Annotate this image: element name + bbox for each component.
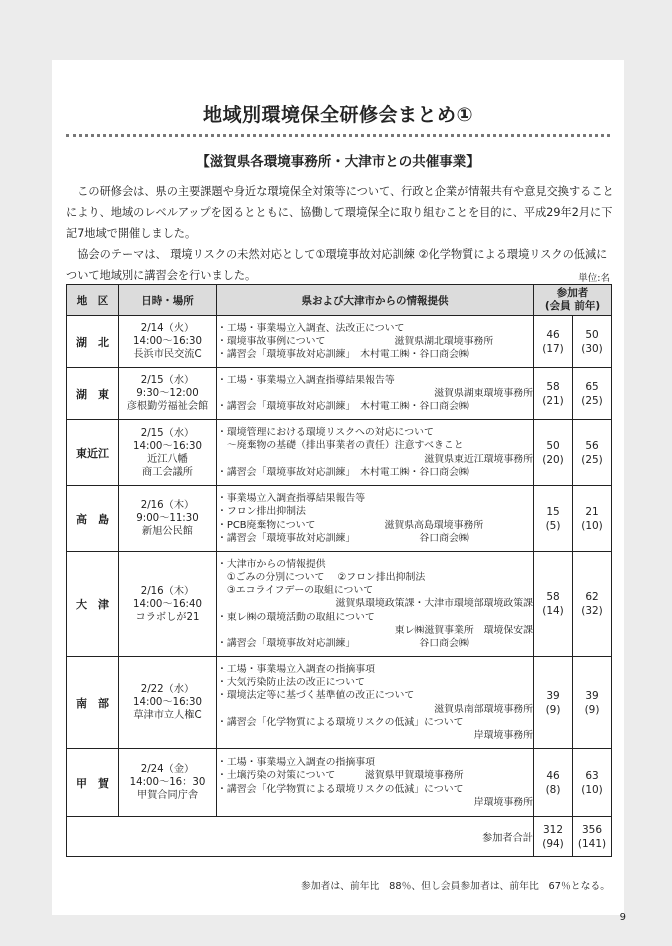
time: 9:30～12:00 [136, 388, 199, 399]
info-line: ・土壌汚染の対策について 滋賀県甲賀環境事務所 [217, 770, 464, 782]
prev-year-count: 65 [585, 380, 599, 393]
info-line: 岸環境事務所 [473, 796, 533, 808]
total-count: 312 [542, 823, 564, 836]
date: 2/15（水） [140, 375, 195, 386]
datetime-cell [119, 420, 217, 486]
participants-cell [534, 368, 573, 420]
info-line: 滋賀県南部環境事務所 [434, 703, 533, 715]
time: 14:00～16:30 [133, 440, 202, 452]
info-line: ・大津市からの情報提供 [217, 558, 326, 570]
datetime-cell [119, 368, 217, 420]
prev-year-member-count: (32) [581, 605, 603, 617]
table-row [67, 316, 612, 368]
total-prev-year-cell [573, 817, 612, 857]
date: 2/24（金） [140, 764, 195, 775]
info-line: ・講習会「環境事故対応訓練」 谷口商会㈱ [217, 532, 469, 544]
table-row [67, 552, 612, 657]
time: 14:00～16:30 [133, 697, 202, 708]
prev-year-member-count: (9) [584, 703, 600, 716]
datetime-cell [119, 316, 217, 368]
info-cell [217, 552, 534, 657]
date: 2/16（木） [140, 500, 195, 511]
prev-year-count: 62 [585, 591, 599, 603]
venue: 長浜市民交流C [133, 349, 202, 360]
member-count: (5) [545, 519, 561, 532]
date: 2/15（水） [140, 427, 195, 439]
participant-count: 46 [546, 769, 560, 782]
participants-cell [534, 486, 573, 552]
info-line: 東レ㈱滋賀事業所 環境保安課 [394, 624, 533, 636]
info-line: ・講習会「環境事故対応訓練」 木村電工㈱・谷口商会㈱ [217, 401, 469, 413]
page-title: 地域別環境保全研修会まとめ① [202, 104, 474, 126]
intro-text [66, 181, 616, 286]
participants-cell [534, 420, 573, 486]
time: 14:00～16：30 [129, 777, 206, 788]
total-member-count: (94) [542, 837, 564, 850]
page [52, 60, 624, 915]
info-line: ・講習会「化学物質による環境リスクの低減」について [217, 783, 464, 795]
total-label: 参加者合計 [67, 817, 534, 857]
member-count: (9) [545, 703, 561, 716]
info-line: ・環境事故事例について 滋賀県湖北環境事務所 [217, 335, 494, 347]
info-cell [217, 749, 534, 817]
participant-count: 46 [546, 328, 560, 341]
info-cell [217, 657, 534, 749]
member-count: (8) [545, 783, 561, 796]
info-line: ・PCB廃棄物について 滋賀県高島環境事務所 [217, 519, 484, 531]
prev-year-member-count: (10) [581, 783, 603, 796]
participants-cell [534, 552, 573, 657]
info-line: ・講習会「環境事故対応訓練」 木村電工㈱・谷口商会㈱ [217, 466, 469, 478]
intro-paragraph-2: 協会のテーマは、 環境リスクの未然対応として①環境事故対応訓練 ②化学物質による環境リスクの低減について地域別に講習会を行いました。 [66, 248, 608, 282]
date: 2/22（水） [140, 684, 195, 695]
table-row [67, 657, 612, 749]
info-line: ・工場・事業場立入調査指導結果報告等 [217, 374, 395, 386]
table-row [67, 486, 612, 552]
venue: 甲賀合同庁舎 [136, 790, 199, 801]
area-cell: 湖 東 [67, 368, 119, 420]
info-line: ・工場・事業場立入調査、法改正について [217, 322, 405, 334]
header-info: 県および大津市からの情報提供 [217, 285, 534, 316]
info-line: ・講習会「環境事故対応訓練」 谷口商会㈱ [217, 638, 469, 649]
info-cell [217, 368, 534, 420]
prev-year-cell [573, 657, 612, 749]
table-row [67, 749, 612, 817]
info-line: ・工場・事業場立入調査の指摘事項 [217, 757, 376, 769]
info-line: ～廃棄物の基礎（排出事業者の責任）注意すべきこと [217, 440, 464, 452]
participants-cell [534, 316, 573, 368]
participant-count: 15 [546, 505, 560, 518]
prev-year-count: 39 [585, 689, 599, 702]
time: 14:00～16:40 [133, 598, 202, 610]
prev-year-cell [573, 749, 612, 817]
info-line: ・環境管理における環境リスクへの対応について [217, 427, 434, 439]
time: 14:00～16:30 [133, 336, 202, 347]
info-line: 滋賀県東近江環境事務所 [424, 453, 533, 465]
header-participants-sub: (会員 前年) [544, 300, 601, 312]
prev-year-cell [573, 316, 612, 368]
footnote: 参加者は、前年比 88％、但し会員参加者は、前年比 67％となる。 [300, 881, 610, 892]
area-cell: 大 津 [67, 552, 119, 657]
member-count: (14) [542, 605, 564, 617]
table-row [67, 368, 612, 420]
header-participants [534, 285, 612, 316]
venue-line-2: 商工会議所 [142, 466, 193, 478]
prev-year-count: 50 [585, 328, 599, 341]
participant-count: 39 [546, 689, 560, 702]
info-line: ・環境法定等に基づく基準値の改正について [217, 690, 415, 702]
venue: 彦根勤労福祉会館 [126, 401, 209, 412]
info-cell [217, 316, 534, 368]
prev-year-member-count: (10) [581, 519, 603, 532]
prev-year-member-count: (25) [581, 394, 603, 407]
prev-year-cell [573, 486, 612, 552]
info-line: ・東レ㈱の環境活動の取組について [217, 611, 375, 623]
participant-count: 58 [546, 591, 560, 603]
info-line: ・工場・事業場立入調査の指摘事項 [217, 663, 376, 675]
venue: コラボしが21 [135, 611, 200, 623]
dotted-divider [66, 134, 610, 137]
total-participants-cell [534, 817, 573, 857]
header-area: 地 区 [67, 285, 119, 316]
time: 9:00～11:30 [136, 513, 199, 524]
total-prev-count: 356 [581, 823, 603, 836]
seminar-table [66, 284, 612, 857]
prev-year-member-count: (25) [581, 453, 603, 466]
info-cell [217, 486, 534, 552]
table-row [67, 420, 612, 486]
info-line: 滋賀県湖東環境事務所 [434, 387, 533, 399]
section-subtitle: 【滋賀県各環境事務所・大津市との共催事業】 [196, 154, 480, 170]
info-line: ③エコライフデーの取組について [217, 585, 374, 597]
venue: 草津市立人権C [133, 710, 202, 721]
datetime-cell [119, 657, 217, 749]
header-participants-label: 参加者 [556, 287, 589, 299]
info-line: ①ごみの分別について ②フロン排出抑制法 [217, 571, 426, 583]
info-line: ・フロン排出抑制法 [217, 506, 306, 518]
info-line: 滋賀県環境政策課・大津市環境部環境政策課 [335, 598, 533, 610]
venue: 近江八幡 [147, 453, 188, 465]
prev-year-cell [573, 368, 612, 420]
info-cell [217, 420, 534, 486]
venue: 新旭公民館 [142, 526, 193, 537]
member-count: (21) [542, 394, 564, 407]
participant-count: 58 [546, 380, 560, 393]
total-prev-member-count: (141) [577, 837, 607, 850]
datetime-cell [119, 749, 217, 817]
info-line: ・大気汚染防止法の改正について [217, 677, 365, 689]
intro-paragraph-1: この研修会は、県の主要課題や身近な環境保全対策等について、行政と企業が情報共有や意見交換することにより、地域のレベルアップを図るとともに、協働して環境保全に取り組むことを目的に、平成29年2月に下記7地域で開催しました。 [66, 185, 614, 240]
prev-year-member-count: (30) [581, 342, 603, 355]
participants-cell [534, 749, 573, 817]
info-line: 岸環境事務所 [473, 729, 533, 741]
area-cell: 湖 北 [67, 316, 119, 368]
table-header-row [67, 285, 612, 316]
unit-label: 単位:名 [578, 273, 610, 284]
info-line: ・講習会「環境事故対応訓練」 木村電工㈱・谷口商会㈱ [217, 349, 469, 361]
area-cell: 南 部 [67, 657, 119, 749]
datetime-cell [119, 486, 217, 552]
area-cell: 高 島 [67, 486, 119, 552]
date: 2/16（木） [140, 585, 195, 597]
date: 2/14（火） [140, 323, 195, 334]
participants-cell [534, 657, 573, 749]
member-count: (17) [542, 342, 564, 355]
info-line: ・講習会「化学物質による環境リスクの低減」について [217, 716, 464, 728]
prev-year-cell [573, 552, 612, 657]
header-datetime: 日時・場所 [119, 285, 217, 316]
prev-year-count: 21 [585, 505, 599, 518]
area-cell: 甲 賀 [67, 749, 119, 817]
prev-year-cell [573, 420, 612, 486]
datetime-cell [119, 552, 217, 657]
page-number: 9 [619, 912, 626, 923]
area-cell: 東近江 [67, 420, 119, 486]
prev-year-count: 63 [585, 769, 599, 782]
member-count: (20) [542, 453, 564, 466]
participant-count: 50 [546, 439, 560, 452]
info-line: ・事業場立入調査指導結果報告等 [217, 493, 366, 505]
total-row [67, 817, 612, 857]
prev-year-count: 56 [585, 439, 599, 452]
